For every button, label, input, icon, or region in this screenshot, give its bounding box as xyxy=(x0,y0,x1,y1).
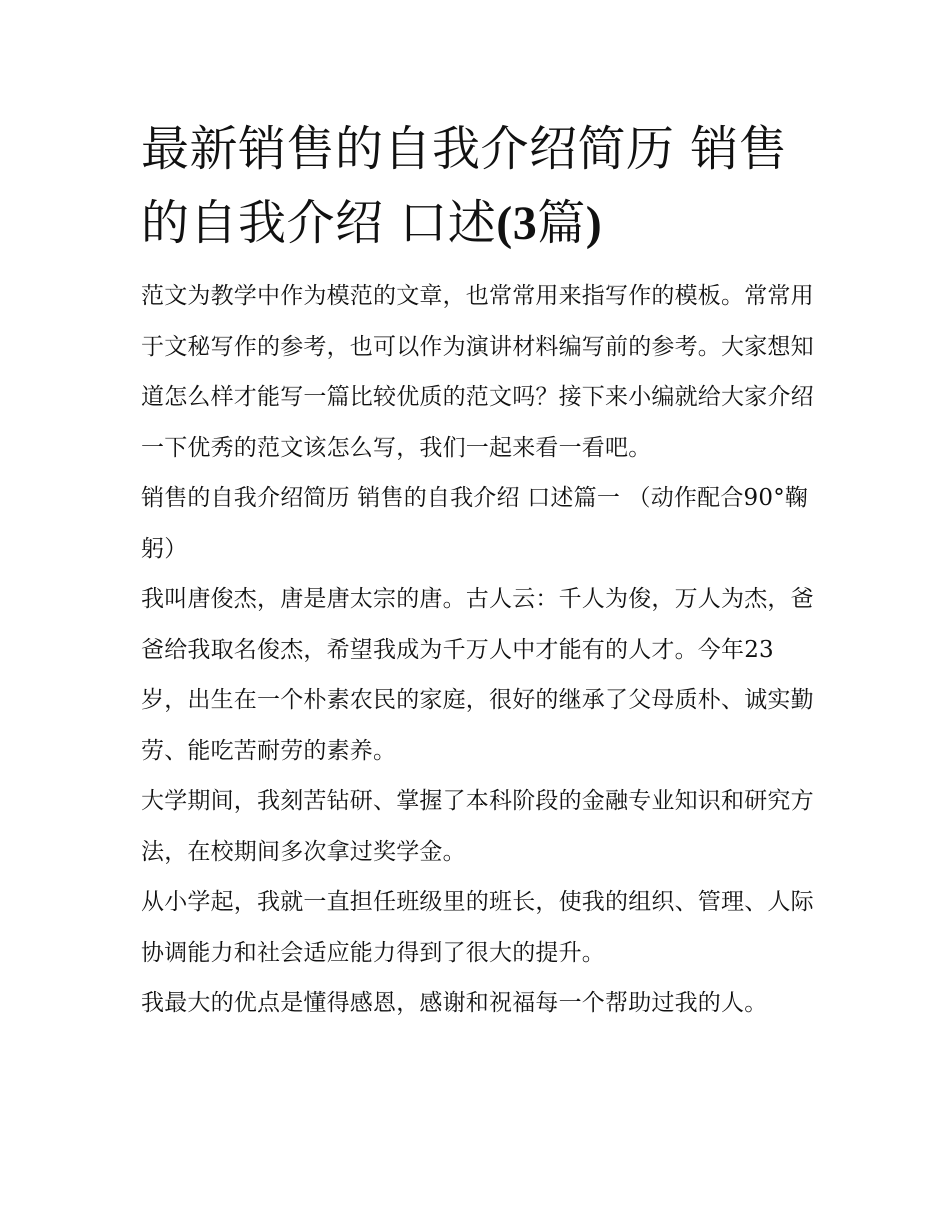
paragraph-university: 大学期间，我刻苦钻研、掌握了本科阶段的金融专业知识和研究方法，在校期间多次拿过奖学金。 xyxy=(141,788,814,865)
paragraph-class-leader: 从小学起，我就一直担任班级里的班长，使我的组织、管理、人际协调能力和社会适应能力得到了很大的提升。 xyxy=(141,889,814,966)
paragraph-strength: 我最大的优点是懂得感恩，感谢和祝福每一个帮助过我的人。 xyxy=(141,990,768,1016)
paragraph-intro: 范文为教学中作为模范的文章，也常常用来指写作的模板。常常用于文秘写作的参考，也可以作为演讲材料编写前的参考。大家想知道怎么样才能写一篇比较优质的范文吗？接下来小编就给大家介绍一下优秀的范文该怎么写，我们一起来看一看吧。 xyxy=(141,283,814,461)
document-title xyxy=(141,112,817,261)
title-close-paren: ) xyxy=(585,197,603,250)
document-content xyxy=(141,112,817,1029)
title-count: (3 xyxy=(496,197,538,250)
title-unit: 篇 xyxy=(537,195,586,251)
paragraph-name-intro: 我叫唐俊杰，唐是唐太宗的唐。古人云：千人为俊，万人为杰，爸爸给我取名俊杰，希望我成为千万人中才能有的人才。今年23岁，出生在一个朴素农民的家庭，很好的继承了父母质朴、诚实勤劳、能吃苦耐劳的素养。 xyxy=(141,586,814,764)
paragraph-section-heading: 销售的自我介绍简历 销售的自我介绍 口述篇一 （动作配合90°鞠躬） xyxy=(141,485,809,562)
title-text: 最新销售的自我介绍简历 销售的自我介绍 口述 xyxy=(141,121,788,251)
